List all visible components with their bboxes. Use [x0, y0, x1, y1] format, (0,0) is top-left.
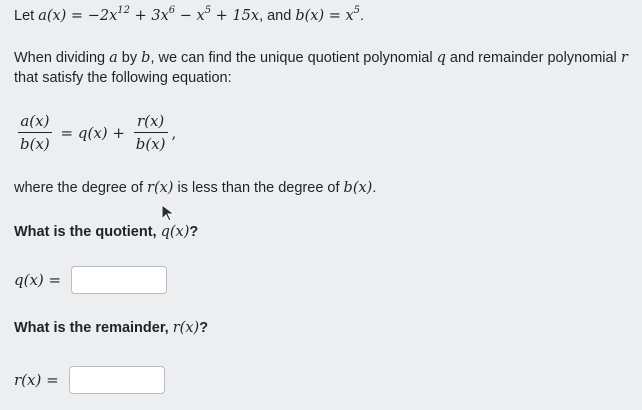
var-r-x: r(x) — [147, 180, 174, 196]
equation-middle: = q(x) + — [55, 123, 130, 142]
question-mark: ? — [199, 320, 209, 336]
remainder-question — [14, 320, 208, 336]
a-expr-text: + 3x — [129, 8, 169, 24]
var-r: r — [620, 50, 628, 66]
period: . — [372, 180, 377, 196]
quotient-answer-row — [14, 266, 167, 294]
exponent: 6 — [168, 5, 176, 16]
intro-text: that satisfy the following equation: — [14, 70, 232, 86]
question-text: What is the remainder, — [14, 320, 173, 336]
degree-text: where the degree of — [14, 180, 148, 196]
intro-text: When dividing — [14, 50, 110, 66]
a-expr-text: + 15x — [211, 8, 260, 24]
b-definition — [295, 5, 361, 24]
lhs-numerator: a(x) — [20, 112, 50, 130]
lhs-fraction — [18, 112, 52, 153]
mouse-pointer-icon — [161, 204, 177, 222]
exponent: 5 — [353, 5, 361, 16]
degree-condition — [14, 180, 376, 196]
var-q-x: q(x) — [160, 224, 190, 240]
question-mark: ? — [189, 224, 199, 240]
b-expr-text: b(x) = x — [295, 8, 354, 24]
polynomial-definition — [14, 5, 365, 24]
rhs-denominator: b(x) — [135, 135, 166, 153]
intro-text: and remainder polynomial — [445, 50, 621, 66]
quotient-input[interactable] — [71, 266, 167, 294]
let-text: Let — [14, 8, 39, 24]
degree-text: is less than the degree of — [173, 180, 344, 196]
exponent: 12 — [117, 5, 130, 16]
remainder-input[interactable] — [69, 366, 165, 394]
var-a: a — [109, 50, 118, 66]
lhs-denominator: b(x) — [20, 135, 50, 153]
a-definition — [38, 5, 260, 24]
a-expr-text: − x — [175, 8, 205, 24]
division-equation — [14, 112, 176, 153]
var-b: b — [141, 50, 151, 66]
question-text: What is the quotient, — [14, 224, 161, 240]
var-r-x: r(x) — [172, 320, 200, 336]
period: . — [360, 8, 365, 24]
intro-paragraph — [14, 48, 634, 88]
var-q: q — [436, 50, 446, 66]
quotient-label: q(x) = — [14, 271, 62, 289]
remainder-label: r(x) = — [14, 371, 59, 389]
exponent: 5 — [204, 5, 212, 16]
rhs-numerator: r(x) — [136, 112, 165, 130]
intro-text: by — [117, 50, 142, 66]
quotient-question — [14, 224, 198, 240]
intro-text: , we can find the unique quotient polynomial — [150, 50, 437, 66]
comma: , — [171, 123, 177, 142]
and-text: , and — [259, 8, 296, 24]
a-expr-text: a(x) = −2x — [38, 8, 118, 24]
rhs-fraction — [134, 112, 168, 153]
var-b-x: b(x) — [343, 180, 373, 196]
remainder-answer-row — [14, 366, 165, 394]
